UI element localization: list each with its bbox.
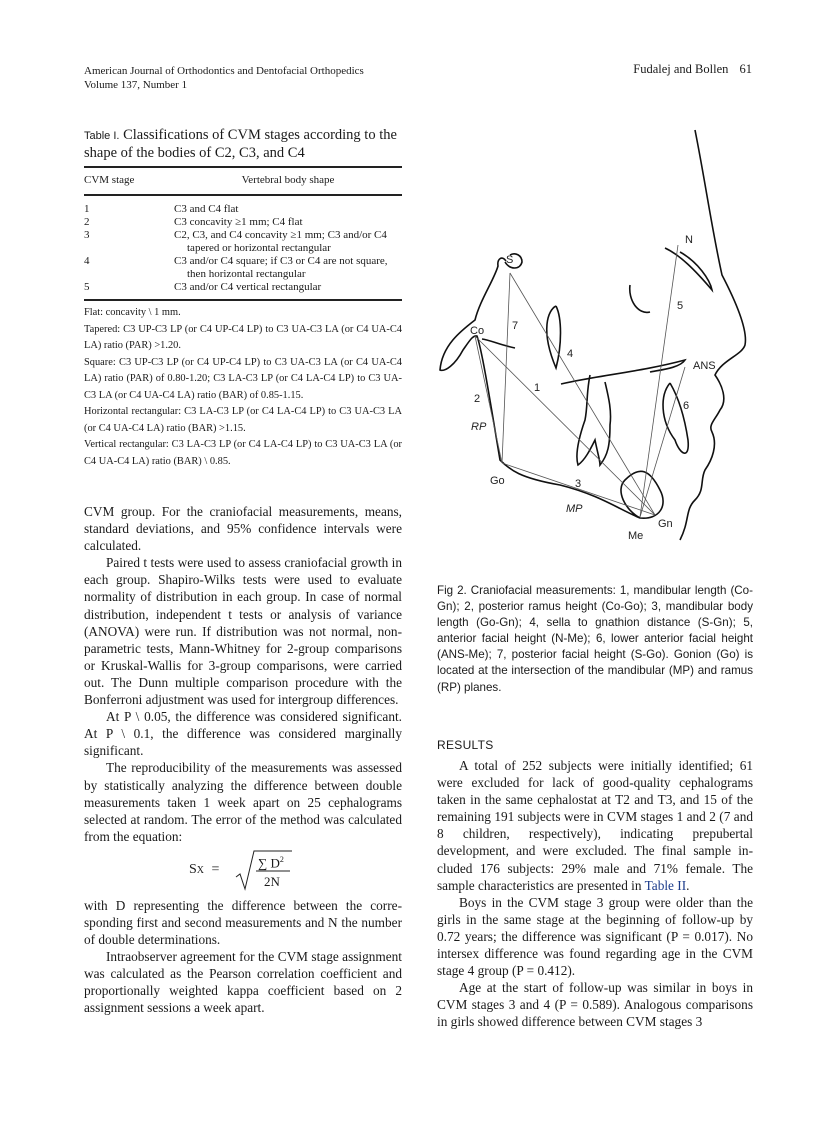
table-footnote: Flat: concavity \ 1 mm. bbox=[84, 307, 181, 318]
table-row bbox=[84, 216, 402, 229]
formula-lhs: S bbox=[189, 861, 197, 877]
table-label: Table I. bbox=[84, 130, 120, 142]
journal-name: American Journal of Orthodontics and Dentofacial Orthopedics bbox=[84, 65, 364, 77]
column-header: Vertebral body shape bbox=[241, 174, 335, 186]
paragraph: A total of 252 subjects were initially identified; 61 were excluded for lack of good-quality cephalograms taken in the same cephalostat at T2 and T3, and 15 of the remaining 191 subjects were in CVM stages 1 and 2 (7 and 8 children, respectively), indicating prepubertal development, and were excluded. The final sample included 176 subjects: 29% male and 71% female. The sample characteristics are presented in Table II. bbox=[437, 758, 753, 893]
measurement-number-3: 3 bbox=[575, 478, 582, 490]
table-footnote: Tapered: C3 UP-C3 LP (or C4 UP-C4 LP) to C3 UA-C3 LA (or C4 UA-C4 LA) ratio (PAR) >1.20. bbox=[84, 323, 402, 351]
landmark-label-s: S bbox=[506, 254, 514, 266]
journal-volume: Volume 137, Number 1 bbox=[84, 79, 188, 91]
cell-stage: 3 bbox=[84, 229, 90, 241]
paragraph: The reproducibility of the measurements was assessed by statistically analyzing the difference between double measurements taken 1 week apart on 25 cephalograms selected at random. The error of the method was calculated from the equation: bbox=[84, 760, 402, 844]
table-row bbox=[84, 195, 402, 216]
plane-label-mp: MP bbox=[566, 503, 583, 515]
landmark-label-n: N bbox=[685, 234, 693, 246]
figure-caption bbox=[437, 583, 753, 696]
figure-caption-text: Craniofacial measurements: 1, mandibular length (Co-Gn); 2, posterior ramus height (Co-Go); 3, mandibular body length (Go-Gn); 4, sella to gnathion distance (S-Gn); 5, anterior facial height (N-Me); 6, lower anterior facial height (ANS-Me); 7, posterior facial height (S-Go). Gonion (Go) is located at the intersection of the mandibular (MP) and ramus (RP) planes. bbox=[437, 584, 753, 694]
error-formula bbox=[84, 845, 402, 897]
table-ii-link[interactable]: Table II bbox=[644, 877, 687, 893]
paragraph: At P \ 0.05, the difference was considered significant. At P \ 0.1, the difference was considered marginally significant. bbox=[84, 709, 402, 759]
cell-shape: C3 and/or C4 square; if C3 or C4 are not square, then horizontal rectangular bbox=[174, 255, 388, 280]
paragraph: Boys in the CVM stage 3 group were older than the girls in the same stage at the beginning of follow-up by 0.72 years; the difference was significant (P = 0.017). No intersex difference was found regarding age in the CVM stage 4 group (P = 0.412). bbox=[437, 894, 753, 979]
table-footnote: Vertical rectangular: C3 LA-C3 LP (or C4 LA-C4 LP) to C3 UA-C3 LA (or C4 UA-C4 LA) ratio (BAR) \ 0.85. bbox=[84, 439, 402, 467]
paragraph: Paired t tests were used to assess craniofacial growth in each group. Shapiro-Wilks tests were used to evaluate normality of distribution in each group. In case of normal distribution, independent t tests or analysis of variance (ANOVA) were run. If distribution was not normal, nonparametric tests, Mann-Whitney for 2-group comparisons or Kruskal-Wallis for 3-group comparisons, were carried out. The Dunn multiple comparison procedure with the Bonferroni adjustment was used for intergroup differences. bbox=[84, 555, 402, 708]
page-number: 61 bbox=[739, 62, 752, 76]
formula-lhs-subscript: X bbox=[196, 864, 205, 876]
anatomical-tracing bbox=[440, 130, 745, 540]
measurement-number-1: 1 bbox=[534, 382, 541, 394]
running-header-right bbox=[633, 62, 752, 77]
landmark-label-gn: Gn bbox=[658, 518, 673, 530]
cell-stage: 5 bbox=[84, 281, 90, 293]
formula-numerator: ∑ $D^2$ bbox=[258, 854, 284, 871]
paragraph: Age at the start of follow-up was similar in boys in CVM stages 3 and 4 (P = 0.589). Analogous comparisons in girls showed difference between CVM stages 3 bbox=[437, 980, 753, 1030]
paragraph: Intraobserver agreement for the CVM stage assignment was calculated as the Pearson correlation coefficient and proportionally weighted kappa coefficient based on 2 assignment sessions a week apart. bbox=[84, 949, 402, 1016]
measurement-number-5: 5 bbox=[677, 300, 684, 312]
table-footnotes bbox=[84, 305, 402, 470]
cell-stage: 2 bbox=[84, 216, 90, 228]
landmark-label-go: Go bbox=[490, 475, 505, 487]
measurement-lines bbox=[475, 245, 685, 517]
plane-label-rp: RP bbox=[471, 421, 487, 433]
formula-denominator: 2N bbox=[264, 873, 280, 889]
measurement-number-7: 7 bbox=[512, 320, 519, 332]
table-footnote: Square: C3 UP-C3 LP (or C4 UP-C4 LP) to C3 UA-C3 LA (or C4 UA-C4 LA) ratio (PAR) of 0.80-1.20; C3 LA-C3 LP (or C4 LA-C4 LP) to C3 UA-C3 LA (or C4 UA-C4 LA) ratio (BAR) of 0.85-1.15. bbox=[84, 356, 402, 401]
section-heading-results: RESULTS bbox=[437, 738, 494, 752]
table-caption bbox=[84, 127, 402, 162]
table-body bbox=[84, 166, 402, 301]
figure-label: Fig 2. bbox=[437, 584, 467, 597]
landmark-label-me: Me bbox=[628, 530, 644, 542]
table-title: Classifications of CVM stages according to the shape of the bodies of C2, C3, and C4 bbox=[84, 127, 397, 161]
cell-shape: C3 and C4 flat bbox=[174, 203, 239, 215]
table-row bbox=[84, 281, 402, 300]
measurement-number-4: 4 bbox=[567, 348, 574, 360]
paragraph: CVM group. For the craniofacial measurements, means, standard deviations, and 95% confidence intervals were calculated. bbox=[84, 504, 402, 554]
table-row bbox=[84, 229, 402, 255]
table-row bbox=[84, 255, 402, 281]
cell-stage: 4 bbox=[84, 255, 90, 267]
landmark-label-ans: ANS bbox=[693, 360, 716, 372]
paragraph: with D representing the difference between the corresponding first and second measurements and N the number of double determinations. bbox=[84, 897, 402, 948]
cell-shape: C2, C3, and C4 concavity ≥1 mm; C3 and/or C4 tapered or horizontal rectangular bbox=[174, 229, 387, 254]
table-footnote: Horizontal rectangular: C3 LA-C3 LP (or C4 LA-C4 LP) to C3 UA-C3 LA (or C4 UA-C4 LA) ratio (BAR) >1.15. bbox=[84, 406, 402, 434]
measurement-number-6: 6 bbox=[683, 400, 690, 412]
left-column-body bbox=[84, 503, 402, 1017]
running-header-left bbox=[84, 64, 364, 92]
authors: Fudalej and Bollen bbox=[633, 62, 729, 76]
cephalometric-figure bbox=[430, 120, 760, 545]
right-column-body bbox=[437, 757, 753, 1031]
landmark-label-co: Co bbox=[470, 325, 485, 337]
cell-stage: 1 bbox=[84, 203, 90, 215]
formula-equals: = bbox=[211, 861, 220, 877]
cell-shape: C3 concavity ≥1 mm; C4 flat bbox=[174, 216, 303, 228]
cell-shape: C3 and/or C4 vertical rectangular bbox=[174, 281, 322, 293]
measurement-number-2: 2 bbox=[474, 393, 481, 405]
column-header: CVM stage bbox=[84, 174, 135, 186]
table-1 bbox=[84, 127, 402, 470]
